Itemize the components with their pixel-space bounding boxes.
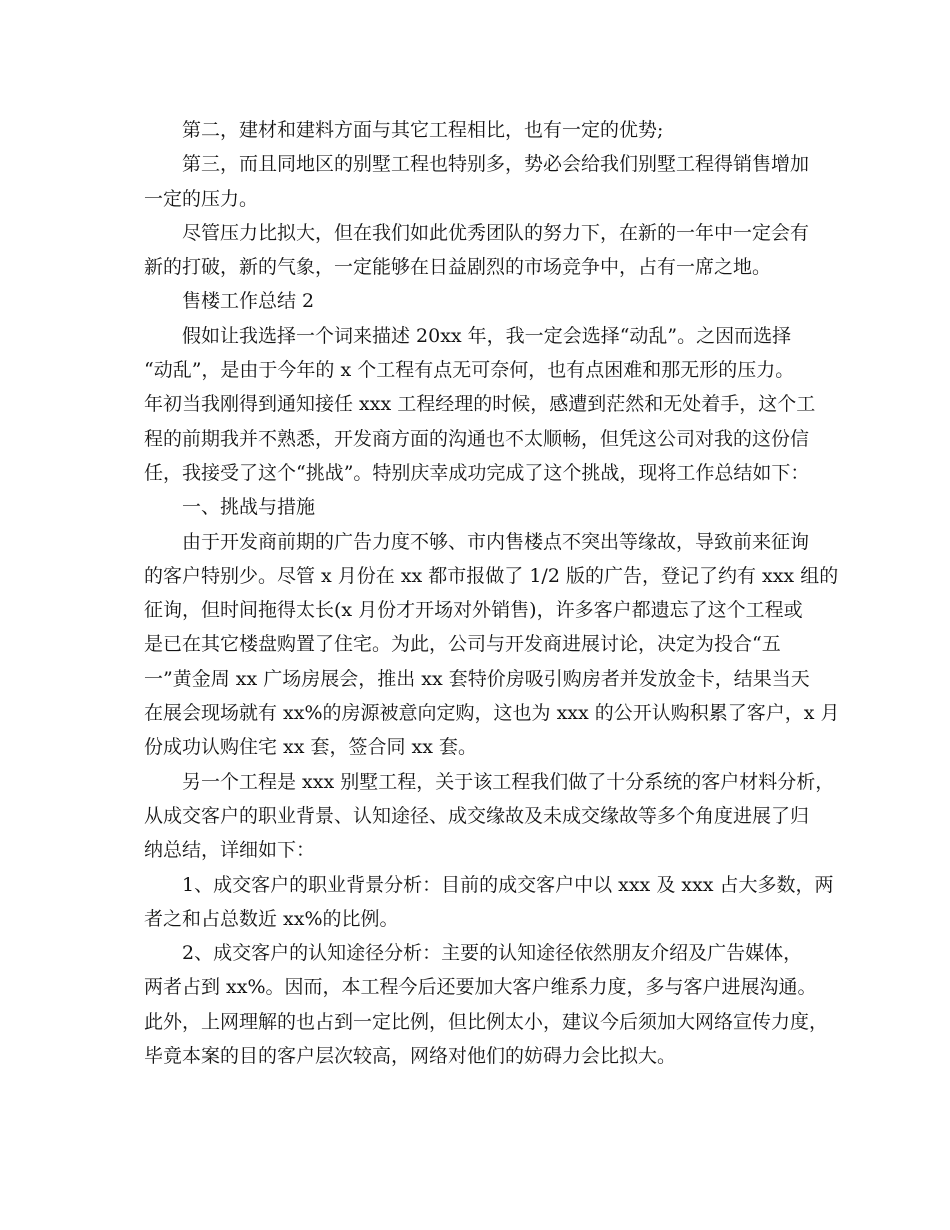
paragraph-line: 程的前期我并不熟悉，开发商方面的沟通也不太顺畅，但凭这公司对我的这份信 xyxy=(144,427,810,450)
paragraph-line: 年初当我刚得到通知接任 xxx 工程经理的时候，感遭到茫然和无处着手，这个工 xyxy=(144,393,816,416)
paragraph-line: 尽管压力比拟大，但在我们如此优秀团队的努力下，在新的一年中一定会有 xyxy=(182,221,810,244)
paragraph-line: 另一个工程是 xxx 别墅工程，关于该工程我们做了十分系统的客户材料分析， xyxy=(182,770,835,793)
paragraph-line: 一定的压力。 xyxy=(144,187,259,210)
paragraph-line: 在展会现场就有 xx%的房源被意向定购，这也为 xxx 的公开认购积累了客户，x 月 xyxy=(144,702,840,725)
section-heading: 售楼工作总结 2 xyxy=(182,290,315,313)
paragraph-line: 假如让我选择一个词来描述 20xx 年，我一定会选择“动乱”。之因而选择 xyxy=(182,324,792,347)
paragraph-line: 征询，但时间拖得太长(x 月份才开场对外销售)，许多客户都遗忘了这个工程或 xyxy=(144,599,803,622)
paragraph-line: 毕竟本案的目的客户层次较高，网络对他们的妨碍力会比拟大。 xyxy=(144,1045,677,1068)
paragraph-line: 纳总结，详细如下： xyxy=(144,839,316,862)
paragraph-line: 从成交客户的职业背景、认知途径、成交缘故及未成交缘故等多个角度进展了归 xyxy=(144,804,810,827)
paragraph-line: 由于开发商前期的广告力度不够、市内售楼点不突出等缘故，导致前来征询 xyxy=(182,530,810,553)
paragraph-line: 第二，建材和建料方面与其它工程相比，也有一定的优势; xyxy=(182,119,664,141)
paragraph-line: 份成功认购住宅 xx 套，签合同 xx 套。 xyxy=(144,736,478,759)
document-body xyxy=(144,113,840,1073)
paragraph-line: 新的打破，新的气象，一定能够在日益剧烈的市场竞争中，占有一席之地。 xyxy=(144,256,772,279)
paragraph-line: 两者占到 xx%。因而，本工程今后还要加大客户维系力度，多与客户进展沟通。 xyxy=(144,976,817,999)
paragraph-line: 的客户特别少。尽管 x 月份在 xx 都市报做了 1/2 版的广告，登记了约有 xxx 组的 xyxy=(144,564,839,587)
section-heading: 一、挑战与措施 xyxy=(182,496,316,519)
paragraph-line: “动乱”，是由于今年的 x 个工程有点无可奈何，也有点困难和那无形的压力。 xyxy=(144,359,795,382)
paragraph-line: 1、成交客户的职业背景分析：目前的成交客户中以 xxx 及 xxx 占大多数，两 xyxy=(182,873,834,896)
paragraph-line: 任，我接受了这个“挑战”。特别庆幸成功完成了这个挑战，现将工作总结如下： xyxy=(144,461,810,484)
paragraph-line: 2、成交客户的认知途径分析：主要的认知途径依然朋友介绍及广告媒体， xyxy=(182,942,803,965)
paragraph-line: 一”黄金周 xx 广场房展会，推出 xx 套特价房吸引购房者并发放金卡，结果当天 xyxy=(144,667,810,690)
paragraph-line: 第三，而且同地区的别墅工程也特别多，势必会给我们别墅工程得销售增加 xyxy=(182,153,810,176)
paragraph-line: 此外，上网理解的也占到一定比例，但比例太小，建议今后须加大网络宣传力度， xyxy=(144,1010,829,1033)
paragraph-line: 是已在其它楼盘购置了住宅。为此，公司与开发商进展讨论，决定为投合“五 xyxy=(144,633,781,656)
paragraph-line: 者之和占总数近 xx%的比例。 xyxy=(144,907,399,930)
